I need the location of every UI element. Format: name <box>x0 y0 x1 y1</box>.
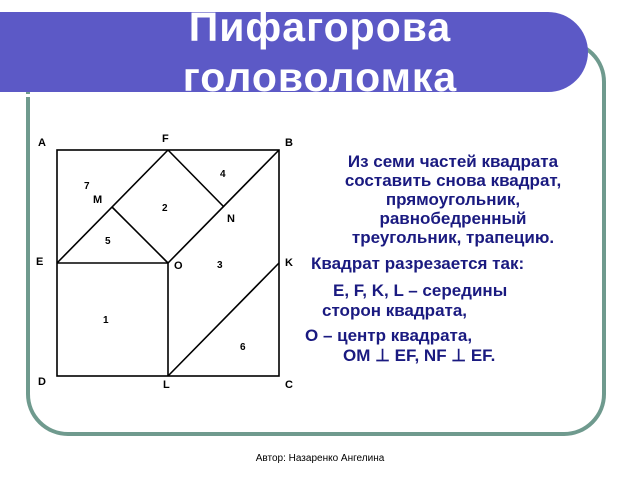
piece-label-4: 4 <box>220 169 226 180</box>
midpoints-line-2: сторон квадрата, <box>322 301 468 320</box>
task-line-1: Из семи частей квадрата <box>347 152 559 171</box>
piece-label-5: 5 <box>105 236 111 247</box>
point-label-N: N <box>227 213 235 225</box>
task-text <box>308 152 598 247</box>
segment-F-N <box>168 150 224 207</box>
segment-L-K <box>168 263 279 376</box>
segment-O-M <box>112 207 168 263</box>
point-label-F: F <box>162 133 169 145</box>
title-line-2: головоломка <box>182 54 458 100</box>
perpendicular-text: ОМ ⊥ EF, NF ⊥ EF. <box>343 346 496 365</box>
center-text: О – центр квадрата, <box>305 326 473 345</box>
cut-intro-text: Квадрат разрезается так: <box>311 254 525 273</box>
task-line-4: равнобедренный <box>379 209 527 228</box>
point-label-M: M <box>93 194 103 206</box>
author-credit: Автор: Назаренко Ангелина <box>255 453 385 464</box>
point-label-A: A <box>38 137 46 149</box>
piece-label-3: 3 <box>217 260 223 271</box>
midpoints-line-1: E, F, K, L – середины <box>333 281 508 300</box>
piece-label-2: 2 <box>162 203 168 214</box>
piece-label-7: 7 <box>84 181 90 192</box>
point-label-B: B <box>285 137 293 149</box>
title-line-1: Пифагорова <box>188 4 452 50</box>
task-line-2: составить снова квадрат, <box>344 171 562 190</box>
point-label-C: C <box>285 379 293 391</box>
point-label-L: L <box>163 379 170 391</box>
point-label-O: O <box>174 260 183 272</box>
point-label-E: E <box>36 256 44 268</box>
point-label-D: D <box>38 376 46 388</box>
point-label-K: K <box>285 257 293 269</box>
task-line-5: треугольник, трапецию. <box>351 228 555 247</box>
piece-label-6: 6 <box>240 342 246 353</box>
piece-label-1: 1 <box>103 315 109 326</box>
task-line-3: прямоугольник, <box>385 190 521 209</box>
